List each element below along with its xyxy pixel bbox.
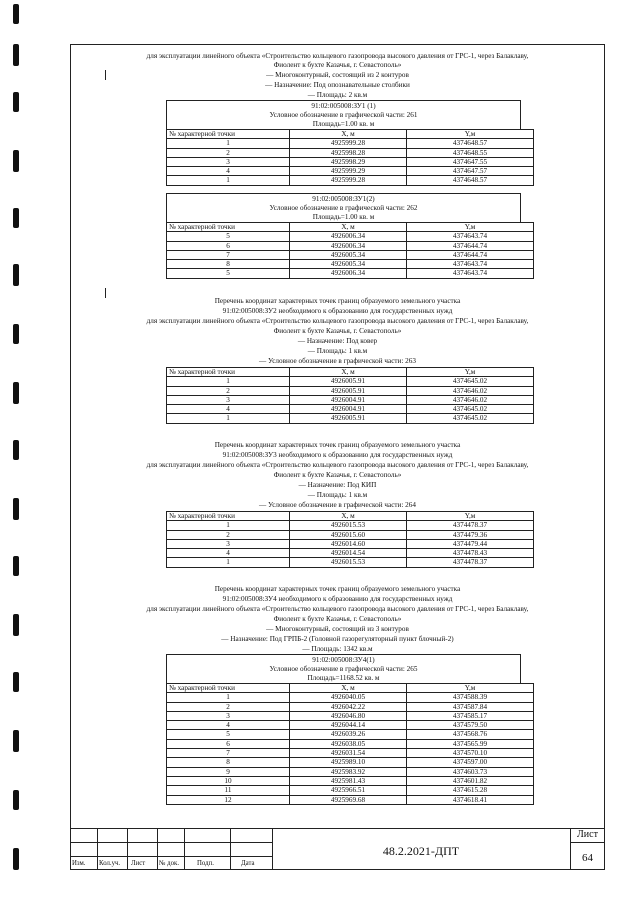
s4-line-1: для эксплуатации линейного объекта «Строительство кольцевого газопровода высокого давления от ГРС-1, через Балаклаву,	[146, 605, 529, 613]
table-row	[167, 176, 534, 185]
y-value: 4374565.99	[407, 739, 534, 748]
t1-symbol: Условное обозначение в графической части: 261	[269, 111, 418, 119]
point-number: 1	[167, 521, 290, 530]
t2-table	[166, 222, 534, 279]
t1-title: 91:02:005008:ЗУ1 (1)	[311, 102, 376, 110]
table-row	[167, 558, 534, 567]
s2-purpose: — Назначение: Под ковер	[297, 337, 378, 345]
t1-table	[166, 129, 534, 186]
t2-symbol: Условное обозначение в графической части: 262	[269, 204, 418, 212]
s4-list-title: Перечень координат характерных точек границ образуемого земельного участка	[214, 585, 461, 593]
y-value: 4374645.02	[407, 377, 534, 386]
x-value: 4926040.05	[290, 693, 407, 702]
table-header-row	[167, 130, 534, 139]
s2-symbol: — Условное обозначение в графической части: 263	[259, 357, 416, 365]
x-value: 4925999.28	[290, 176, 407, 185]
point-number: 8	[167, 758, 290, 767]
x-value: 4926006.34	[290, 241, 407, 250]
y-value: 4374643.74	[407, 232, 534, 241]
binding-mark	[13, 614, 19, 636]
table-row	[167, 157, 534, 166]
y-value: 4374645.02	[407, 414, 534, 423]
point-number: 2	[167, 530, 290, 539]
s3-line-1: для эксплуатации линейного объекта «Строительство кольцевого газопровода высокого давления от ГРС-1, через Балаклаву,	[146, 461, 529, 469]
table-row	[167, 405, 534, 414]
point-number: 1	[167, 377, 290, 386]
stamp-data: Дата	[241, 860, 255, 867]
stamp-list: Лист	[131, 860, 146, 867]
stamp-line	[184, 828, 185, 870]
table-row	[167, 539, 534, 548]
x-value: 4925999.28	[290, 139, 407, 148]
table-row	[167, 758, 534, 767]
point-number: 2	[167, 702, 290, 711]
y-value: 4374644.74	[407, 250, 534, 259]
s4-area: — Площадь: 1342 кв.м	[302, 645, 373, 653]
col-x: X, м	[290, 223, 407, 232]
s2-area: — Площадь: 1 кв.м	[307, 347, 368, 355]
table-header-row	[167, 223, 534, 232]
point-number: 2	[167, 148, 290, 157]
t2-area: Площадь=1.00 кв. м	[312, 213, 375, 221]
stamp-line	[97, 828, 98, 870]
header-line-1: для эксплуатации линейного объекта «Строительство кольцевого газопровода высокого давления от ГРС-1, через Балаклаву,	[146, 52, 529, 60]
table-row	[167, 693, 534, 702]
table-row	[167, 395, 534, 404]
table-row	[167, 739, 534, 748]
x-value: 4925983.92	[290, 767, 407, 776]
stamp-kol-uch: Кол.уч.	[99, 860, 121, 867]
point-number: 3	[167, 157, 290, 166]
col-x: X, м	[290, 512, 407, 521]
doc-code: 48.2.2021-ДПТ	[382, 844, 460, 858]
x-value: 4926005.34	[290, 260, 407, 269]
table-row	[167, 250, 534, 259]
binding-mark	[13, 150, 19, 172]
binding-mark	[13, 440, 19, 460]
s2-list-title: Перечень координат характерных точек границ образуемого земельного участка	[214, 297, 461, 305]
x-value: 4926014.54	[290, 549, 407, 558]
binding-mark	[13, 264, 19, 286]
binding-mark	[13, 730, 19, 752]
s3-line-2: Фиолент к бухте Казачья, г. Севастополь»	[273, 471, 402, 479]
s3-table	[166, 511, 534, 568]
t1-caption	[166, 100, 521, 129]
col-y: Y,м	[407, 130, 534, 139]
table-row	[167, 749, 534, 758]
binding-mark	[13, 790, 19, 810]
y-value: 4374644.74	[407, 241, 534, 250]
x-value: 4925989.10	[290, 758, 407, 767]
table-row	[167, 795, 534, 804]
y-value: 4374648.57	[407, 139, 534, 148]
s3-area: — Площадь: 1 кв.м	[307, 491, 368, 499]
table-row	[167, 148, 534, 157]
table-row	[167, 232, 534, 241]
header-multi-contour: — Многоконтурный, состоящий из 2 контуров	[266, 71, 409, 79]
y-value: 4374570.10	[407, 749, 534, 758]
binding-mark	[13, 324, 19, 344]
stamp-line	[70, 828, 605, 829]
stamp-line	[70, 856, 272, 857]
t1-area: Площадь=1.00 кв. м	[312, 120, 375, 128]
point-number: 5	[167, 269, 290, 278]
point-number: 1	[167, 558, 290, 567]
s4-table	[166, 683, 534, 805]
x-value: 4926015.60	[290, 530, 407, 539]
s4-multi-contour: — Многоконтурный, состоящий из 3 контуров	[266, 625, 409, 633]
x-value: 4925998.29	[290, 157, 407, 166]
table-row	[167, 521, 534, 530]
y-value: 4374568.76	[407, 730, 534, 739]
binding-mark	[13, 848, 19, 870]
point-number: 1	[167, 693, 290, 702]
s4-sub-title: 91:02:005008:ЗУ4(1)	[312, 656, 375, 664]
col-point-number: № характерной точки	[167, 368, 290, 377]
binding-mark	[13, 208, 19, 228]
binding-mark	[13, 4, 19, 24]
y-value: 4374643.74	[407, 269, 534, 278]
x-value: 4926006.34	[290, 232, 407, 241]
s2-line-1: для эксплуатации линейного объекта «Строительство кольцевого газопровода высокого давления от ГРС-1, через Балаклаву,	[146, 317, 529, 325]
point-number: 11	[167, 786, 290, 795]
y-value: 4374603.73	[407, 767, 534, 776]
x-value: 4925969.68	[290, 795, 407, 804]
point-number: 5	[167, 232, 290, 241]
col-y: Y,м	[407, 368, 534, 377]
binding-mark	[13, 382, 19, 404]
stamp-izm: Изм.	[72, 860, 86, 867]
x-value: 4925981.43	[290, 776, 407, 785]
point-number: 7	[167, 749, 290, 758]
y-value: 4374601.82	[407, 776, 534, 785]
y-value: 4374585.17	[407, 711, 534, 720]
table-row	[167, 260, 534, 269]
x-value: 4926004.91	[290, 405, 407, 414]
x-value: 4926006.34	[290, 269, 407, 278]
point-number: 4	[167, 167, 290, 176]
col-x: X, м	[290, 684, 407, 693]
col-point-number: № характерной точки	[167, 684, 290, 693]
title-block	[70, 828, 605, 870]
x-value: 4926005.91	[290, 386, 407, 395]
table-row	[167, 767, 534, 776]
point-number: 7	[167, 250, 290, 259]
table-row	[167, 377, 534, 386]
x-value: 4926046.80	[290, 711, 407, 720]
table-row	[167, 269, 534, 278]
y-value: 4374645.02	[407, 405, 534, 414]
x-value: 4926015.53	[290, 558, 407, 567]
s4-line-2: Фиолент к бухте Казачья, г. Севастополь»	[273, 615, 402, 623]
sheet-label: Лист	[577, 829, 598, 840]
binding-mark	[13, 44, 19, 66]
col-point-number: № характерной точки	[167, 512, 290, 521]
header-purpose: — Назначение: Под опознавательные столбики	[265, 81, 410, 89]
y-value: 4374647.55	[407, 157, 534, 166]
col-y: Y,м	[407, 223, 534, 232]
table-row	[167, 549, 534, 558]
y-value: 4374647.57	[407, 167, 534, 176]
binding-mark	[13, 556, 19, 576]
stamp-n-dok: № док.	[159, 860, 180, 867]
point-number: 10	[167, 776, 290, 785]
y-value: 4374478.37	[407, 558, 534, 567]
s4-parcel: 91:02:005008:ЗУ4 необходимого к образованию для государственных нужд	[222, 595, 453, 603]
point-number: 2	[167, 386, 290, 395]
t2-caption	[166, 193, 521, 222]
table-header-row	[167, 368, 534, 377]
table-row	[167, 721, 534, 730]
y-value: 4374646.02	[407, 386, 534, 395]
s3-purpose: — Назначение: Под КИП	[298, 481, 377, 489]
x-value: 4926042.22	[290, 702, 407, 711]
y-value: 4374648.55	[407, 148, 534, 157]
x-value: 4926039.26	[290, 730, 407, 739]
x-value: 4926044.14	[290, 721, 407, 730]
table-row	[167, 167, 534, 176]
x-value: 4925998.28	[290, 148, 407, 157]
col-y: Y,м	[407, 512, 534, 521]
x-value: 4925966.51	[290, 786, 407, 795]
stamp-line	[230, 828, 231, 870]
point-number: 1	[167, 176, 290, 185]
y-value: 4374587.84	[407, 702, 534, 711]
y-value: 4374479.36	[407, 530, 534, 539]
stamp-line	[570, 842, 605, 843]
y-value: 4374646.02	[407, 395, 534, 404]
point-number: 3	[167, 395, 290, 404]
header-area: — Площадь: 2 кв.м	[307, 91, 368, 99]
table-row	[167, 386, 534, 395]
s4-purpose: — Назначение: Под ГРПБ-2 (Головной газорегуляторный пункт блочный-2)	[221, 635, 454, 643]
point-number: 6	[167, 241, 290, 250]
col-y: Y,м	[407, 684, 534, 693]
y-value: 4374643.74	[407, 260, 534, 269]
point-number: 4	[167, 721, 290, 730]
col-point-number: № характерной точки	[167, 130, 290, 139]
s2-table	[166, 367, 534, 424]
x-value: 4926005.91	[290, 377, 407, 386]
y-value: 4374597.00	[407, 758, 534, 767]
point-number: 3	[167, 711, 290, 720]
point-number: 12	[167, 795, 290, 804]
point-number: 8	[167, 260, 290, 269]
s2-line-2: Фиолент к бухте Казачья, г. Севастополь»	[273, 327, 402, 335]
stamp-line	[127, 828, 128, 870]
table-row	[167, 776, 534, 785]
table-header-row	[167, 684, 534, 693]
table-header-row	[167, 512, 534, 521]
binding-mark	[13, 498, 19, 520]
table-row	[167, 786, 534, 795]
col-x: X, м	[290, 368, 407, 377]
y-value: 4374618.41	[407, 795, 534, 804]
header-line-2: Фиолент к бухте Казачья, г. Севастополь»	[273, 61, 402, 69]
point-number: 6	[167, 739, 290, 748]
x-value: 4926004.91	[290, 395, 407, 404]
binding-mark	[13, 672, 19, 692]
table-row	[167, 530, 534, 539]
point-number: 1	[167, 139, 290, 148]
point-number: 4	[167, 549, 290, 558]
stamp-line	[70, 842, 272, 843]
x-value: 4926005.34	[290, 250, 407, 259]
table-row	[167, 139, 534, 148]
point-number: 4	[167, 405, 290, 414]
binding-mark	[13, 92, 19, 112]
table-row	[167, 414, 534, 423]
y-value: 4374648.57	[407, 176, 534, 185]
x-value: 4926014.60	[290, 539, 407, 548]
y-value: 4374588.39	[407, 693, 534, 702]
s4-caption	[166, 654, 521, 683]
s4-sub-area: Площадь=1168.52 кв. м	[307, 674, 380, 682]
stamp-line	[157, 828, 158, 870]
col-point-number: № характерной точки	[167, 223, 290, 232]
s2-parcel: 91:02:005008:ЗУ2 необходимого к образованию для государственных нужд	[222, 307, 453, 315]
x-value: 4926005.91	[290, 414, 407, 423]
t2-title: 91:02:005008:ЗУ1(2)	[312, 195, 375, 203]
y-value: 4374579.50	[407, 721, 534, 730]
point-number: 1	[167, 414, 290, 423]
y-value: 4374479.44	[407, 539, 534, 548]
sheet-number: 64	[582, 852, 593, 864]
point-number: 9	[167, 767, 290, 776]
table-row	[167, 241, 534, 250]
col-x: X, м	[290, 130, 407, 139]
s3-list-title: Перечень координат характерных точек границ образуемого земельного участка	[214, 441, 461, 449]
y-value: 4374478.43	[407, 549, 534, 558]
table-row	[167, 702, 534, 711]
point-number: 5	[167, 730, 290, 739]
point-number: 3	[167, 539, 290, 548]
x-value: 4926038.05	[290, 739, 407, 748]
table-row	[167, 711, 534, 720]
stamp-podp: Подп.	[197, 860, 214, 867]
y-value: 4374478.37	[407, 521, 534, 530]
x-value: 4926015.53	[290, 521, 407, 530]
x-value: 4925999.29	[290, 167, 407, 176]
s4-symbol: Условное обозначение в графической части: 265	[269, 665, 418, 673]
s3-parcel: 91:02:005008:ЗУ3 необходимого к образованию для государственных нужд	[222, 451, 453, 459]
y-value: 4374615.28	[407, 786, 534, 795]
table-row	[167, 730, 534, 739]
s3-symbol: — Условное обозначение в графической части: 264	[259, 501, 416, 509]
x-value: 4926031.54	[290, 749, 407, 758]
